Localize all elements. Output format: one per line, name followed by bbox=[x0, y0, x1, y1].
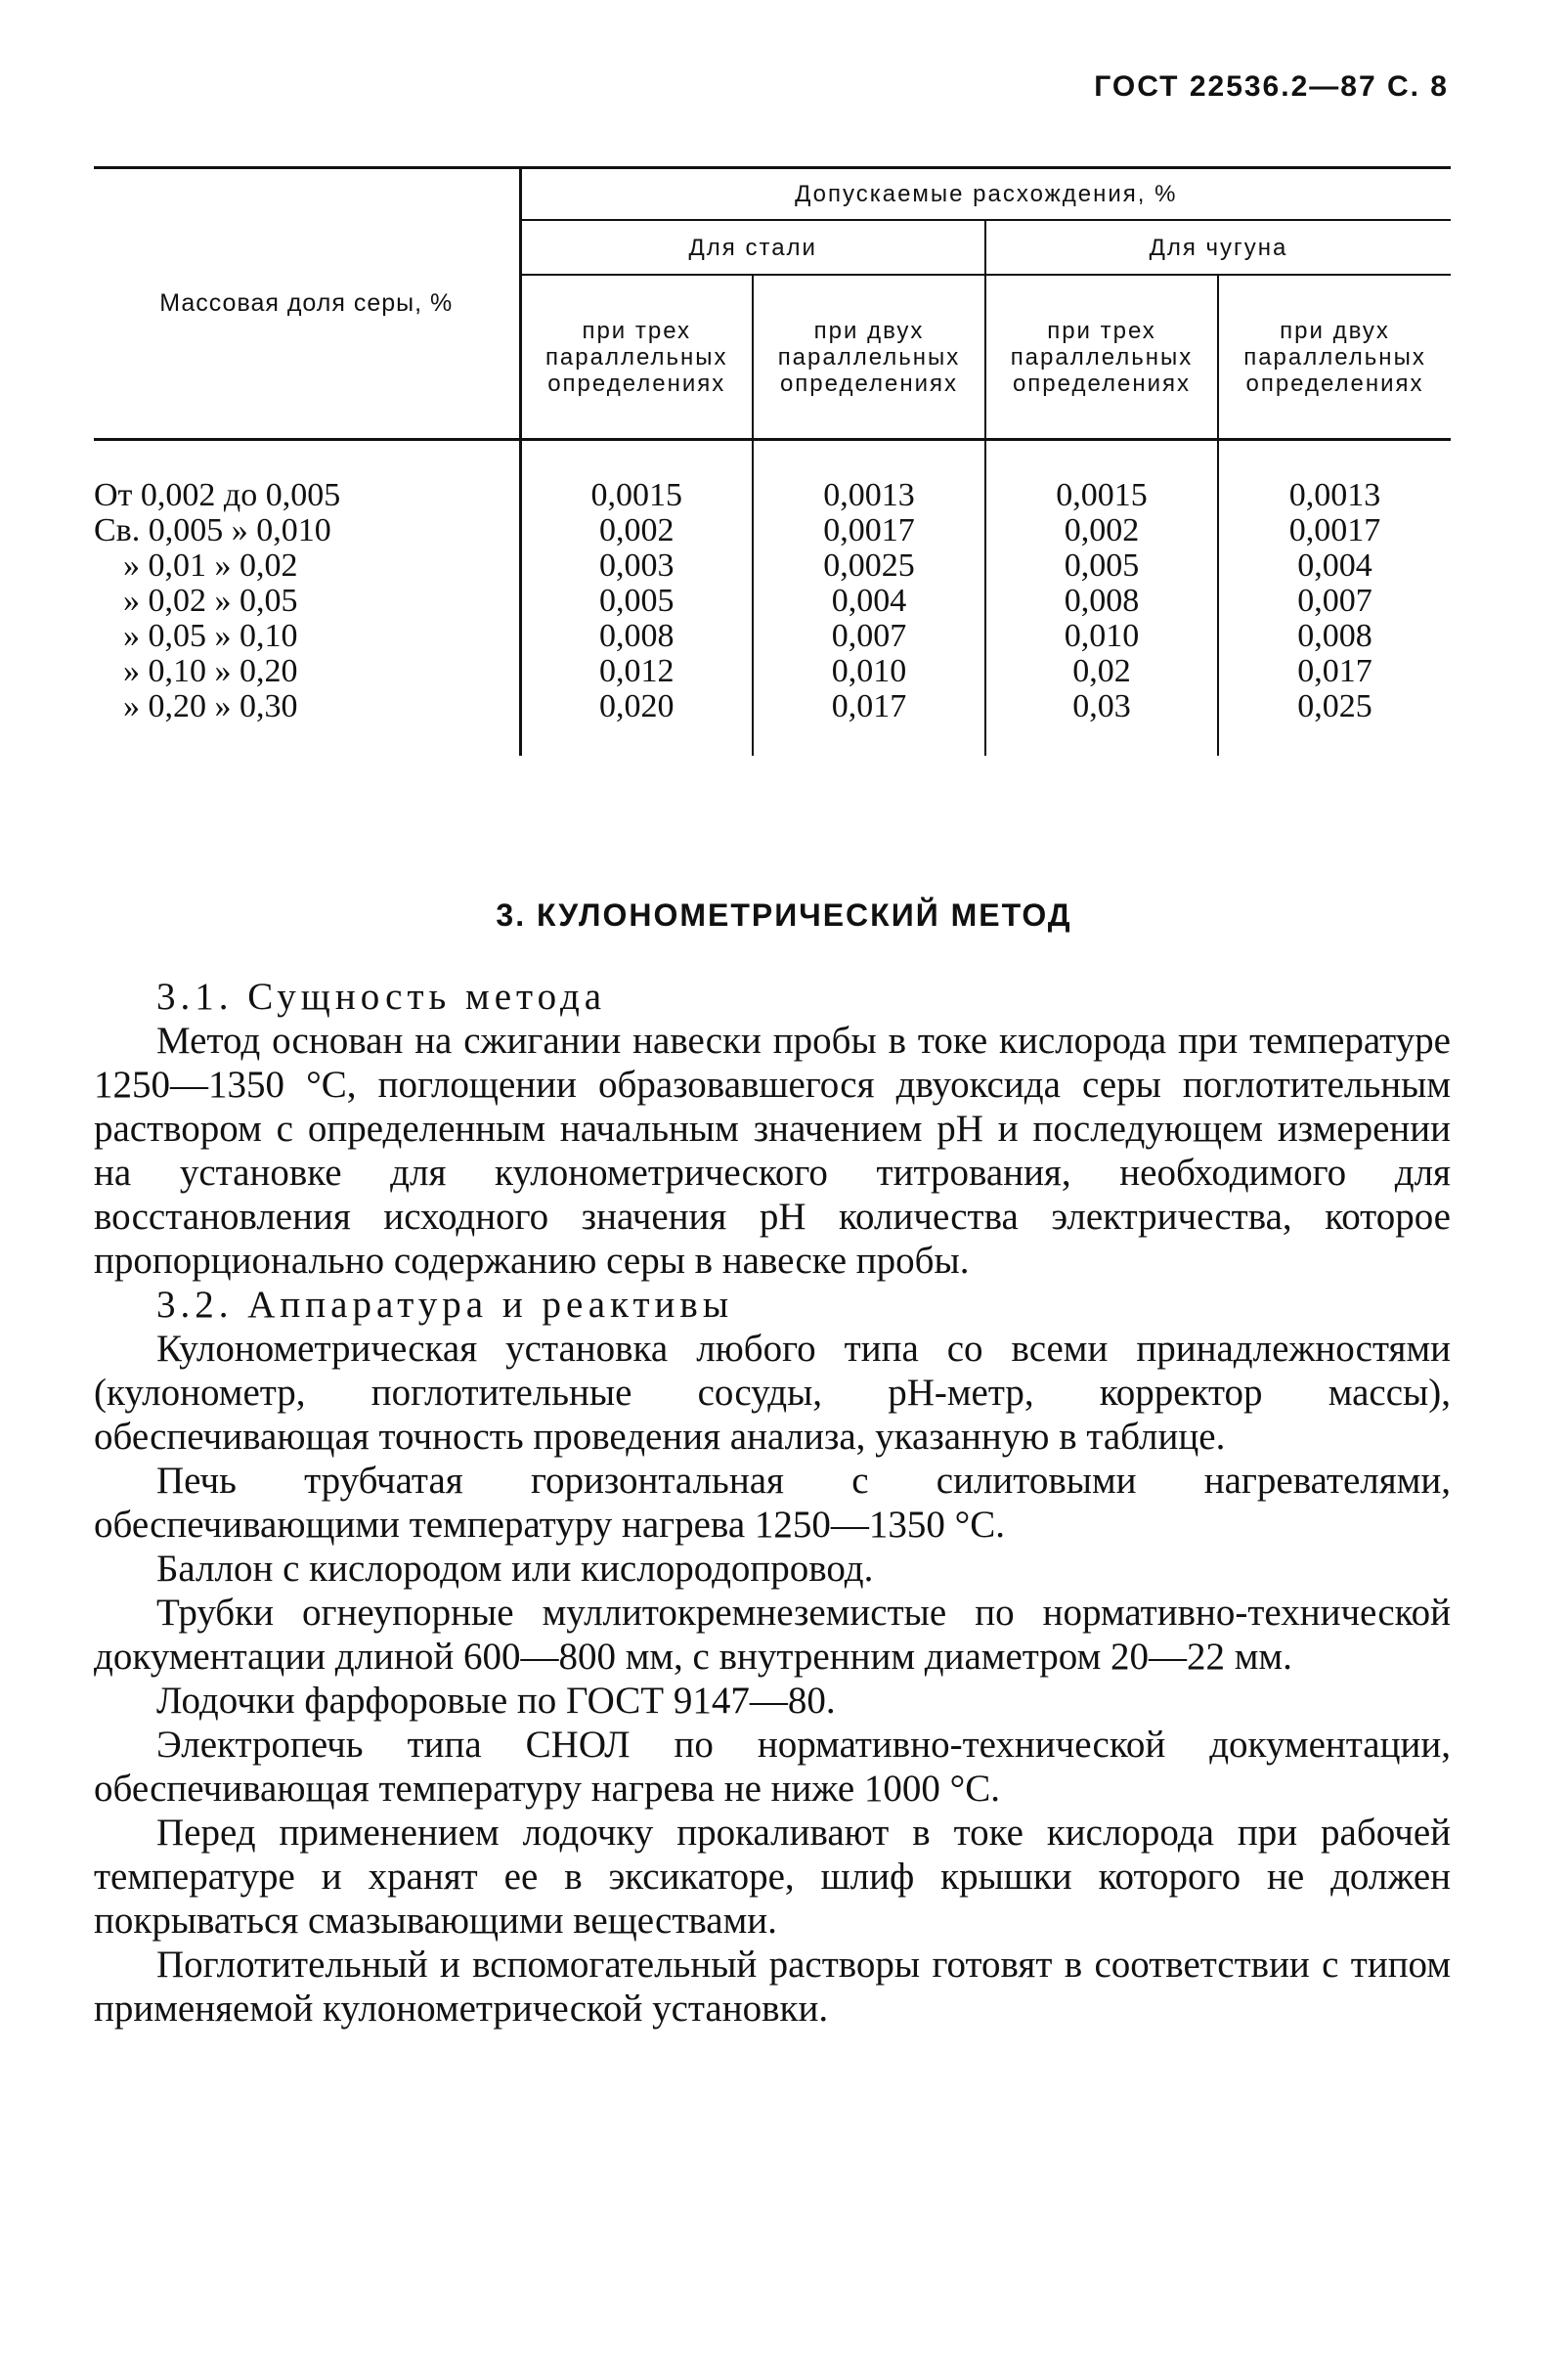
column-header: при трех параллельных определениях bbox=[520, 275, 753, 440]
table-cell: 0,008 bbox=[1297, 618, 1372, 654]
table-cell: 0,005 bbox=[520, 584, 753, 619]
table-cell: 0,010 bbox=[985, 619, 1218, 654]
page-header: ГОСТ 22536.2—87 С. 8 bbox=[1094, 70, 1449, 103]
row-label: » 0,01 » 0,02 bbox=[94, 548, 520, 584]
paragraph: Баллон с кислородом или кислородопровод. bbox=[156, 1548, 874, 1590]
table-cell: 0,008 bbox=[985, 584, 1218, 619]
table-cell: 0,03 bbox=[985, 689, 1218, 756]
paragraph: Трубки огнеупорные муллитокремнеземистые по нормативно-технической документации длиной 600—800 мм, с внутренним диаметром 20—22 мм. bbox=[94, 1592, 1451, 1678]
row-label: » 0,20 » 0,30 bbox=[94, 689, 520, 756]
paragraph: Поглотительный и вспомогательный растворы готовят в соответствии с типом применяемой кулонометрической установки. bbox=[94, 1944, 1451, 2030]
table-row bbox=[94, 584, 1451, 619]
section-body bbox=[94, 975, 1451, 2031]
row-label: От 0,002 до 0,005 bbox=[94, 440, 520, 514]
table-cell: 0,02 bbox=[985, 654, 1218, 689]
row-label: Св. 0,005 » 0,010 bbox=[94, 513, 520, 548]
row-label: » 0,05 » 0,10 bbox=[94, 619, 520, 654]
table-row bbox=[94, 513, 1451, 548]
table-row bbox=[94, 619, 1451, 654]
column-header: при двух параллельных определениях bbox=[753, 275, 985, 440]
table-cell: 0,017 bbox=[753, 689, 985, 756]
paragraph: Электропечь типа СНОЛ по нормативно-технической документации, обеспечивающая температуру нагрева не ниже 1000 °С. bbox=[94, 1724, 1451, 1810]
table-row bbox=[94, 440, 1451, 514]
table-cell: 0,008 bbox=[520, 619, 753, 654]
section-title: 3. КУЛОНОМЕТРИЧЕСКИЙ МЕТОД bbox=[496, 897, 1072, 933]
table-cell: 0,0015 bbox=[985, 440, 1218, 514]
row-label: » 0,10 » 0,20 bbox=[94, 654, 520, 689]
paragraph: Перед применением лодочку прокаливают в токе кислорода при рабочей температуре и хранят ее в эксикаторе, шлиф крышки которого не должен покрываться смазывающими веществами. bbox=[94, 1812, 1451, 1942]
subsection-heading: 3.1. Сущность метода bbox=[156, 976, 607, 1018]
tolerance-table-container bbox=[94, 168, 1451, 756]
table-cell: 0,0017 bbox=[1288, 512, 1381, 548]
table-cell: 0,0013 bbox=[753, 440, 985, 514]
table-cell: 0,004 bbox=[1297, 547, 1372, 584]
paragraph: Печь трубчатая горизонтальная с силитовыми нагревателями, обеспечивающими температуру нагрева 1250—1350 °С. bbox=[94, 1460, 1451, 1546]
table-row bbox=[94, 548, 1451, 584]
table-cell: 0,005 bbox=[985, 548, 1218, 584]
subgroup-header-iron: Для чугуна bbox=[985, 220, 1451, 275]
row-header: Массовая доля серы, % bbox=[94, 168, 520, 440]
table-cell: 0,0015 bbox=[520, 440, 753, 514]
paragraph: Метод основан на сжигании навески пробы в токе кислорода при температуре 1250—1350 °С, поглощении образовавшегося двуоксида серы поглотительным раствором с определенным начальным значением рН и последующем измерении на установке для кулонометрического титрования, необходимого для восстановления исходного значения рН количества электричества, которое пропорционально содержанию серы в навеске пробы. bbox=[94, 1020, 1451, 1282]
table-row bbox=[94, 654, 1451, 689]
table-cell: 0,0017 bbox=[753, 513, 985, 548]
table-cell: 0,007 bbox=[753, 619, 985, 654]
table-cell: 0,020 bbox=[520, 689, 753, 756]
table-cell: 0,017 bbox=[1297, 653, 1372, 689]
table-cell: 0,002 bbox=[520, 513, 753, 548]
table-cell: 0,007 bbox=[1297, 583, 1372, 619]
row-label: » 0,02 » 0,05 bbox=[94, 584, 520, 619]
group-header: Допускаемые расхождения, % bbox=[520, 168, 1451, 220]
subsection-heading: 3.2. Аппаратура и реактивы bbox=[156, 1284, 734, 1326]
table-cell: 0,003 bbox=[520, 548, 753, 584]
table-cell: 0,025 bbox=[1297, 688, 1372, 724]
table-cell: 0,004 bbox=[753, 584, 985, 619]
subgroup-header-steel: Для стали bbox=[520, 220, 985, 275]
table-cell: 0,0025 bbox=[753, 548, 985, 584]
table-cell: 0,012 bbox=[520, 654, 753, 689]
column-header: при трех параллельных определениях bbox=[985, 275, 1218, 440]
table-row bbox=[94, 689, 1451, 756]
table-cell: 0,010 bbox=[753, 654, 985, 689]
paragraph: Лодочки фарфоровые по ГОСТ 9147—80. bbox=[156, 1680, 836, 1722]
column-header: при двух параллельных определениях bbox=[1218, 275, 1451, 440]
table-cell: 0,002 bbox=[985, 513, 1218, 548]
paragraph: Кулонометрическая установка любого типа со всеми принадлежностями (кулонометр, поглотительные сосуды, рН-метр, корректор массы), обеспечивающая точность проведения анализа, указанную в таблице. bbox=[94, 1328, 1451, 1458]
table-cell: 0,0013 bbox=[1288, 477, 1381, 513]
tolerance-table bbox=[94, 168, 1451, 756]
